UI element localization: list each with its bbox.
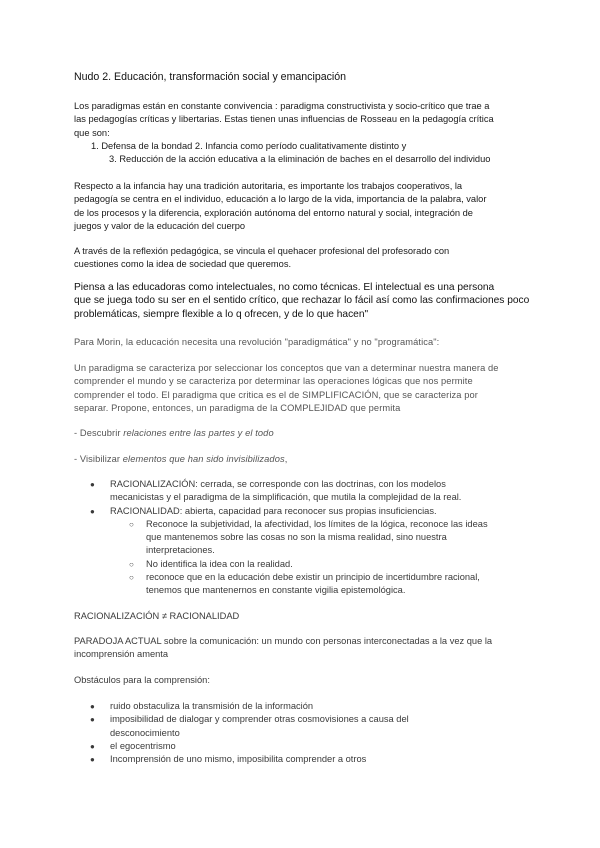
list-item bbox=[74, 713, 544, 740]
list-item bbox=[74, 753, 544, 766]
text-line: comprender el mundo y se caracteriza por determinar las operaciones lógicas que nos permite bbox=[74, 376, 473, 387]
dash-italic: relaciones entre las partes y el todo bbox=[123, 428, 274, 438]
text-line: A través de la reflexión pedagógica, se vincula el quehacer profesional del profesorado con bbox=[74, 246, 450, 256]
text-line: ○ No identifica la idea con la realidad. bbox=[146, 558, 293, 569]
text-line: ● el egocentrismo bbox=[110, 740, 176, 751]
text-line: que mantenemos sobre las cosas no son la misma realidad, sino nuestra bbox=[146, 532, 447, 543]
text-line: ● ruido obstaculiza la transmisión de la información bbox=[110, 701, 314, 711]
numbered-list-line: 3. Reducción de la acción educativa a la eliminación de baches en el desarrollo del individuo bbox=[109, 154, 491, 165]
text-line: desconocimiento bbox=[110, 727, 180, 738]
paragraph-paradoja bbox=[74, 635, 544, 662]
dash-item-descubrir bbox=[74, 427, 544, 440]
list-item bbox=[74, 478, 544, 505]
paragraph-infancia bbox=[74, 180, 544, 233]
list-item bbox=[74, 505, 544, 518]
text-line: incomprensión amenta bbox=[74, 649, 169, 660]
text-line: Respecto a la infancia hay una tradición autoritaria, es importante los trabajos cooperativos, la bbox=[74, 181, 463, 191]
heading-racionalizacion-neq: RACIONALIZACIÓN ≠ RACIONALIDAD bbox=[74, 611, 240, 621]
text-line: ○ reconoce que en la educación debe existir un principio de incertidumbre racional, bbox=[146, 572, 480, 583]
bullet-list-obstaculos bbox=[74, 700, 544, 766]
text-line: las pedagogías críticas y libertarias. Estas tienen unas influencias de Rosseau en la pedagogía crítica bbox=[74, 114, 494, 125]
list-item bbox=[74, 700, 544, 713]
text-line: ● RACIONALIZACIÓN: cerrada, se corresponde con las doctrinas, con los modelos bbox=[110, 479, 446, 489]
bullet-list-racionalizacion bbox=[74, 478, 544, 598]
paragraph-paradigma bbox=[74, 362, 544, 415]
text-line: mecanicistas y el paradigma de la simplificación, que mutila la complejidad de la real. bbox=[110, 492, 462, 503]
text-line: que son: bbox=[74, 127, 110, 138]
sub-list-item bbox=[74, 571, 544, 598]
text-line: interpretaciones. bbox=[146, 545, 215, 556]
text-line: Los paradigmas están en constante convivencia : paradigma constructivista y socio-crítico que trae a bbox=[74, 101, 490, 111]
heading-obstaculos: Obstáculos para la comprensión: bbox=[74, 675, 210, 685]
paragraph-morin: Para Morin, la educación necesita una revolución "paradigmática" y no "programática": bbox=[74, 337, 440, 347]
numbered-list-line: 1. Defensa de la bondad 2. Infancia como período cualitativamente distinto y bbox=[91, 140, 407, 151]
page-title: Nudo 2. Educación, transformación social y emancipación bbox=[74, 71, 347, 83]
sub-list-item bbox=[74, 558, 544, 571]
text-line: cuestiones como la idea de sociedad que queremos. bbox=[74, 259, 292, 270]
text-line: PARADOJA ACTUAL sobre la comunicación: un mundo con personas interconectadas a la vez que la bbox=[74, 636, 493, 646]
text-line: ● RACIONALIDAD: abierta, capacidad para reconocer sus propias insuficiencias. bbox=[110, 505, 437, 516]
text-line: que se juega todo su ser en el sentido crítico, que rechazar lo fácil así como las confirmaciones poco bbox=[74, 295, 530, 307]
text-line: de los procesos y la diferencia, exploración autónoma del entorno natural y social, integración de bbox=[74, 207, 473, 218]
text-line: separar. Propone, entonces, un paradigma de la COMPLEJIDAD que permita bbox=[74, 402, 401, 413]
sub-list-item bbox=[74, 518, 544, 558]
dash-suffix: , bbox=[284, 454, 288, 464]
paragraph-paradigmas bbox=[74, 100, 544, 166]
text-line: comprender el todo. El paradigma que critica es el de SIMPLIFICACIÓN, que se caracteriza por bbox=[74, 389, 478, 400]
dash-italic: elementos que han sido invisibilizados bbox=[122, 454, 285, 464]
text-line: problemáticas, siempre flexible a lo q ofrecen, y de lo que hacen" bbox=[74, 308, 369, 320]
dash-item-visibilizar bbox=[74, 453, 544, 466]
text-line: Un paradigma se caracteriza por seleccionar los conceptos que van a determinar nuestra manera de bbox=[74, 363, 499, 373]
text-line: Piensa a las educadoras como intelectuales, no como técnicas. El intelectual es una persona bbox=[74, 282, 495, 293]
text-line: ○ Reconoce la subjetividad, la afectividad, los límites de la lógica, reconoce las ideas bbox=[146, 518, 488, 529]
text-line: pedagogía se centra en el individuo, educación a lo largo de la vida, importancia de la palabra, valor bbox=[74, 194, 487, 205]
paragraph-educadoras bbox=[74, 281, 544, 321]
text-line: ● Incomprensión de uno mismo, imposibilita comprender a otros bbox=[110, 754, 367, 765]
text-line: juegos y valor de la educación del cuerpo bbox=[74, 220, 246, 231]
paragraph-reflexion bbox=[74, 245, 544, 272]
text-line: ● imposibilidad de dialogar y comprender otras cosmovisiones a causa del bbox=[110, 714, 409, 725]
text-line: tenemos que mantenernos en constante vigilia epistemológica. bbox=[146, 585, 406, 596]
dash-prefix: - Visibilizar bbox=[74, 454, 123, 464]
dash-prefix: - Descubrir bbox=[74, 428, 124, 438]
list-item bbox=[74, 740, 544, 753]
